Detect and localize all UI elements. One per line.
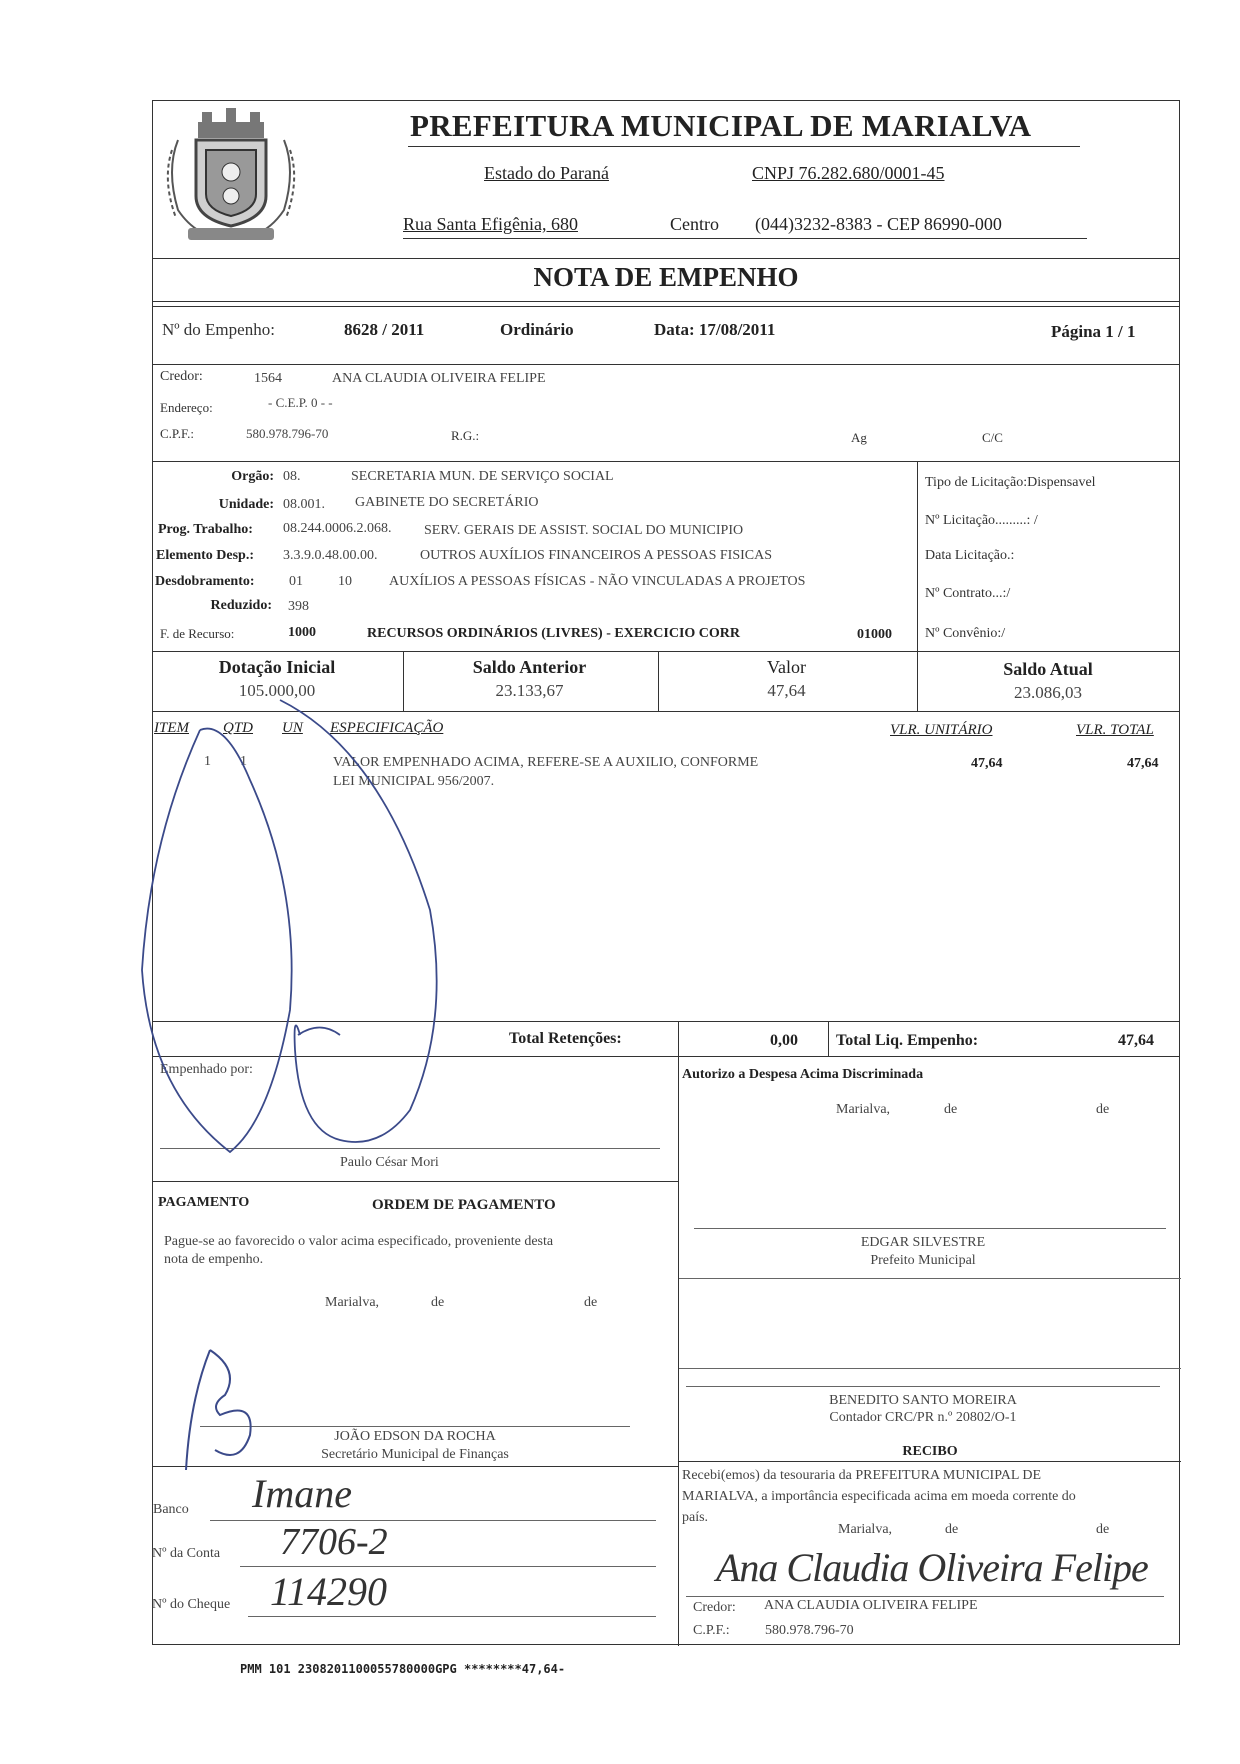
empenho-type: Ordinário (500, 320, 574, 339)
item-total-value: 47,64 (1127, 756, 1159, 771)
credor-cpf-label: C.P.F.: (160, 426, 195, 441)
prog-trabalho-code: 08.244.0006.2.068. (283, 521, 392, 536)
recibo-text-line1: Recebi(emos) da tesouraria da PREFEITURA MUNICIPAL DE (682, 1468, 1042, 1483)
autorizo-de2: de (1096, 1102, 1110, 1117)
numero-convenio: Nº Convênio:/ (925, 626, 1006, 641)
recurso-code: 1000 (288, 625, 316, 640)
orgao-label: Orgão: (231, 469, 274, 484)
credor-label: Credor: (160, 369, 203, 384)
prefeito-name: EDGAR SILVESTRE (860, 1235, 986, 1250)
recibo-credor-label: Credor: (693, 1600, 736, 1615)
orgao-code: 08. (283, 469, 301, 484)
pagamento-text-line1: Pague-se ao favorecido o valor acima especificado, proveniente desta (164, 1234, 554, 1249)
recibo-text-line3: país. (682, 1510, 709, 1525)
pagamento-de1: de (431, 1295, 445, 1310)
saldo-anterior-value: 23.133,67 (495, 681, 564, 700)
pagamento-place: Marialva, (325, 1295, 380, 1310)
unidade-code: 08.001. (283, 497, 325, 512)
recibo-cpf: 580.978.796-70 (765, 1623, 854, 1638)
item-desc-line1: VALOR EMPENHADO ACIMA, REFERE-SE A AUXILIO, CONFORME (333, 755, 759, 770)
desdobramento-name: AUXÍLIOS A PESSOAS FÍSICAS - NÃO VINCULADAS A PROJETOS (389, 574, 806, 589)
recurso-name: RECURSOS ORDINÁRIOS (LIVRES) - EXERCICIO CORR (367, 626, 740, 641)
credor-code: 1564 (254, 371, 282, 386)
secretario-signature-icon (170, 1340, 280, 1480)
credor-rg-label: R.G.: (451, 428, 480, 443)
empenhado-por-name: Paulo César Mori (340, 1155, 439, 1170)
empenhado-signature-loops-icon (130, 690, 470, 1160)
desdobramento-code2: 10 (338, 574, 352, 589)
pagamento-de2: de (584, 1295, 598, 1310)
elemento-code: 3.3.9.0.48.00.00. (283, 548, 378, 563)
col-qtd-header: QTD (223, 720, 254, 736)
secretario-name: JOÃO EDSON DA ROCHA (334, 1429, 496, 1444)
numero-licitacao: Nº Licitação.........: / (925, 513, 1038, 528)
autorizo-de1: de (944, 1102, 958, 1117)
recibo-place: Marialva, (838, 1522, 893, 1537)
reduzido-value: 398 (288, 599, 309, 614)
empenho-number-label: Nº do Empenho: (162, 320, 275, 339)
pagamento-label: PAGAMENTO (158, 1195, 250, 1210)
credor-cc-label: C/C (982, 430, 1003, 445)
recibo-cpf-label: C.P.F.: (693, 1623, 730, 1638)
header-district: Centro (670, 214, 719, 234)
recurso-code2: 01000 (857, 627, 892, 642)
elemento-name: OUTROS AUXÍLIOS FINANCEIROS A PESSOAS FISICAS (420, 548, 773, 563)
numero-contrato: Nº Contrato...:/ (925, 586, 1011, 601)
data-licitacao: Data Licitação.: (925, 548, 1015, 563)
cheque-label: Nº do Cheque (152, 1597, 231, 1612)
reduzido-label: Reduzido: (210, 598, 272, 613)
prefeito-role: Prefeito Municipal (870, 1253, 976, 1268)
header-state: Estado do Paraná (484, 163, 609, 183)
total-liq-label: Total Liq. Empenho: (836, 1032, 979, 1049)
total-retencoes-value: 0,00 (770, 1032, 798, 1049)
dotacao-inicial-value: 105.000,00 (238, 681, 316, 700)
pagamento-text-line2: nota de empenho. (164, 1252, 264, 1267)
ordem-pagamento-title: ORDEM DE PAGAMENTO (372, 1197, 556, 1213)
tipo-licitacao: Tipo de Licitação:Dispensavel (925, 475, 1096, 490)
item-qtd: 1 (240, 754, 247, 769)
col-item-header: ITEM (154, 720, 189, 736)
orgao-name: SECRETARIA MUN. DE SERVIÇO SOCIAL (351, 469, 614, 484)
saldo-atual-label: Saldo Atual (1003, 659, 1093, 679)
recibo-text-line2: MARIALVA, a importância especificada acima em moeda corrente do (682, 1489, 1076, 1504)
col-vlr-total-header: VLR. TOTAL (1076, 722, 1154, 738)
saldo-atual-value: 23.086,03 (1014, 683, 1082, 702)
autorizo-place: Marialva, (836, 1102, 891, 1117)
banco-label: Banco (153, 1502, 189, 1517)
credor-cpf: 580.978.796-70 (246, 426, 329, 441)
header-title: PREFEITURA MUNICIPAL DE MARIALVA (410, 108, 1032, 143)
unidade-name: GABINETE DO SECRETÁRIO (355, 495, 539, 510)
conta-label: Nº da Conta (152, 1546, 221, 1561)
col-espec-header: ESPECIFICAÇÃO (330, 720, 444, 736)
document-title: NOTA DE EMPENHO (533, 262, 799, 292)
total-retencoes-label: Total Retenções: (509, 1030, 622, 1047)
empenho-page: Página 1 / 1 (1051, 322, 1136, 341)
saldo-anterior-label: Saldo Anterior (472, 657, 587, 677)
empenhado-por-label: Empenhado por: (160, 1062, 253, 1077)
cheque-handwritten: 114290 (270, 1569, 388, 1614)
footer-code: PMM 101 2308201100055780000GPG ********47,64- (240, 1662, 566, 1676)
item-unit-value: 47,64 (971, 756, 1003, 771)
elemento-label: Elemento Desp.: (156, 548, 254, 563)
desdobramento-label: Desdobramento: (155, 574, 255, 589)
unidade-label: Unidade: (218, 497, 274, 512)
credor-ag-label: Ag (851, 430, 867, 445)
autorizo-title: Autorizo a Despesa Acima Discriminada (682, 1067, 924, 1082)
header-address: Rua Santa Efigênia, 680 (403, 214, 578, 234)
item-desc-line2: LEI MUNICIPAL 956/2007. (333, 774, 495, 789)
empenho-date: Data: 17/08/2011 (654, 320, 776, 339)
credor-address-label: Endereço: (160, 400, 213, 415)
recibo-credor-name: ANA CLAUDIA OLIVEIRA FELIPE (764, 1598, 978, 1613)
item-number: 1 (204, 754, 211, 769)
recurso-label: F. de Recurso: (160, 626, 235, 641)
valor-label: Valor (767, 657, 806, 677)
dotacao-inicial-label: Dotação Inicial (218, 657, 336, 677)
col-vlr-unit-header: VLR. UNITÁRIO (890, 722, 993, 738)
header-cnpj: CNPJ 76.282.680/0001-45 (752, 163, 945, 183)
prog-trabalho-label: Prog. Trabalho: (158, 522, 253, 537)
credor-name: ANA CLAUDIA OLIVEIRA FELIPE (332, 371, 546, 386)
header-phone-cep: (044)3232-8383 - CEP 86990-000 (755, 214, 1002, 234)
secretario-role: Secretário Municipal de Finanças (321, 1447, 509, 1462)
recibo-de2: de (1096, 1522, 1110, 1537)
desdobramento-code1: 01 (289, 574, 303, 589)
credor-address: - C.E.P. 0 - - (268, 395, 333, 410)
empenho-number: 8628 / 2011 (344, 320, 425, 339)
conta-handwritten: 7706-2 (280, 1521, 388, 1563)
banco-handwritten: Imane (252, 1471, 352, 1516)
contador-name: BENEDITO SANTO MOREIRA (829, 1393, 1017, 1408)
recibo-de1: de (945, 1522, 959, 1537)
recibo-title: RECIBO (902, 1444, 958, 1459)
credor-signature: Ana Claudia Oliveira Felipe (716, 1545, 1148, 1590)
total-liq-value: 47,64 (1118, 1032, 1154, 1049)
valor-value: 47,64 (767, 681, 806, 700)
col-un-header: UN (282, 720, 303, 736)
prog-trabalho-name: SERV. GERAIS DE ASSIST. SOCIAL DO MUNICIPIO (424, 523, 744, 538)
contador-role: Contador CRC/PR n.º 20802/O-1 (829, 1410, 1017, 1425)
